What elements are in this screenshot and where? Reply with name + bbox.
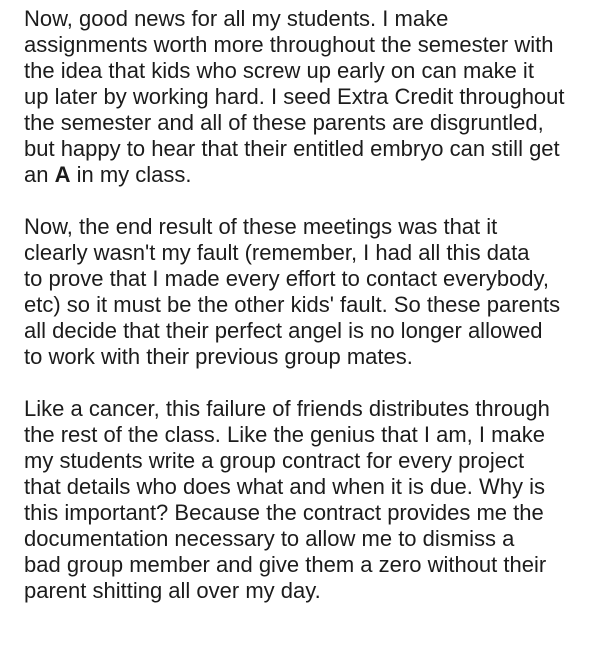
text-line: my students write a group contract for every project [24, 448, 525, 473]
text-line: all decide that their perfect angel is no longer allowed [24, 318, 543, 343]
post-body [24, 6, 584, 604]
text-line: documentation necessary to allow me to dismiss a [24, 526, 515, 551]
text-line: clearly wasn't my fault (remember, I had all this data [24, 240, 530, 265]
text-line: etc) so it must be the other kids' fault. So these parents [24, 292, 561, 317]
text-line: parent shitting all over my day. [24, 578, 321, 603]
text-line: to work with their previous group mates. [24, 344, 413, 369]
paragraph-meetings [24, 214, 584, 370]
text-line: the rest of the class. Like the genius that I am, I make [24, 422, 545, 447]
paragraph-extra-credit [24, 6, 584, 188]
text-line: that details who does what and when it is due. Why is [24, 474, 545, 499]
text-segment: an [24, 162, 55, 187]
grade-letter: A [54, 162, 71, 187]
text-line: to prove that I made every effort to contact everybody, [24, 266, 550, 291]
text-line: this important? Because the contract provides me the [24, 500, 544, 525]
text-line: bad group member and give them a zero without their [24, 552, 547, 577]
text-line: Like a cancer, this failure of friends distributes through [24, 396, 550, 421]
text-segment: in my class. [70, 162, 192, 187]
text-line: up later by working hard. I seed Extra Credit throughout [24, 84, 565, 109]
text-line: Now, the end result of these meetings was that it [24, 214, 498, 239]
text-line: but happy to hear that their entitled embryo can still get [24, 136, 560, 161]
text-line: Now, good news for all my students. I make [24, 6, 449, 31]
text-line: the semester and all of these parents are disgruntled, [24, 110, 544, 135]
text-line [24, 162, 584, 188]
text-line: assignments worth more throughout the semester with [24, 32, 554, 57]
paragraph-group-contract [24, 396, 584, 604]
text-line: the idea that kids who screw up early on can make it [24, 58, 534, 83]
